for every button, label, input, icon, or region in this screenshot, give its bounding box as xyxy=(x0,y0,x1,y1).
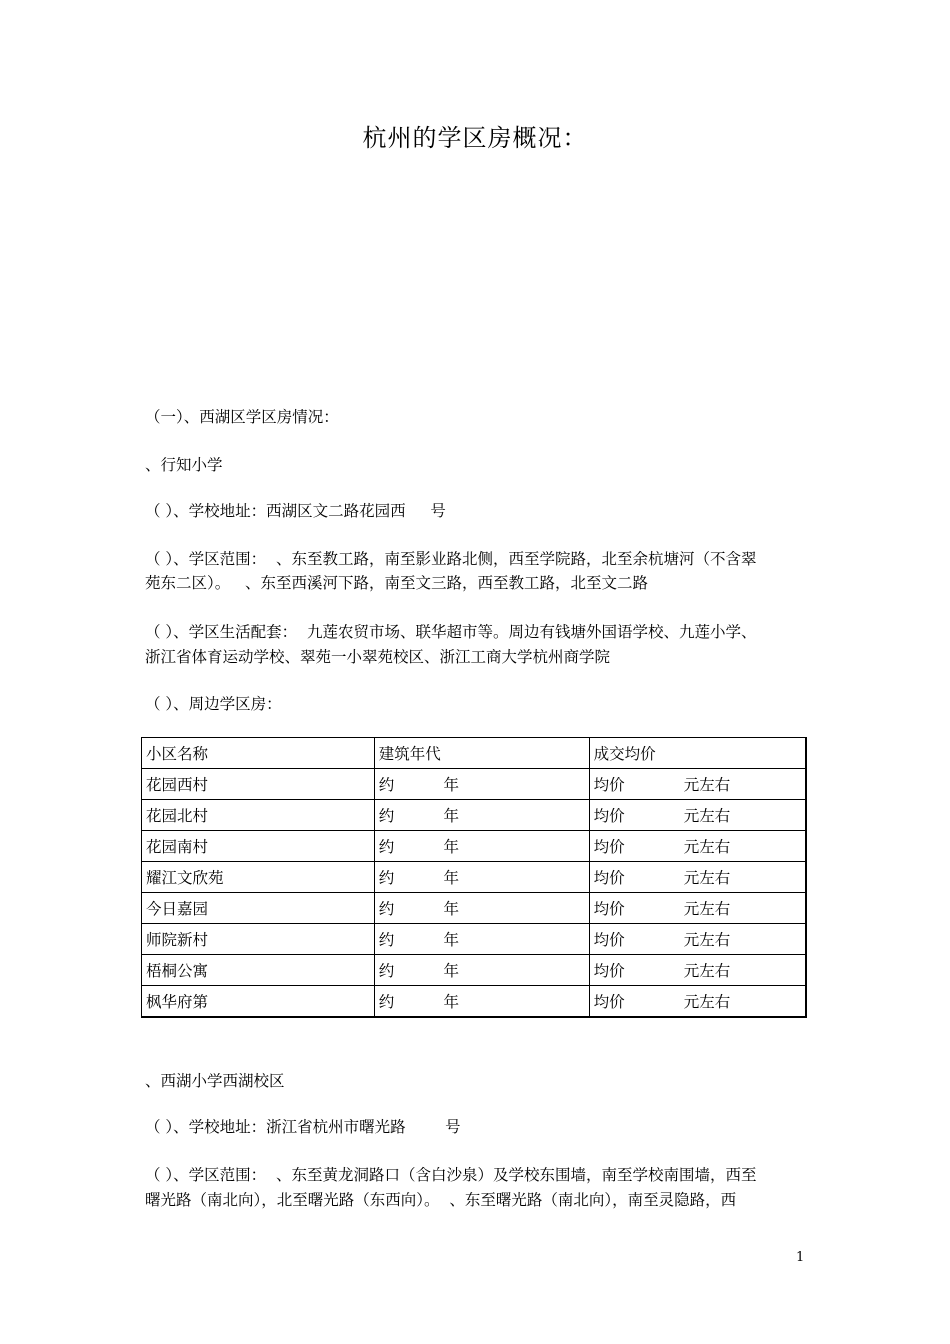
community-name-cell: 枫华府第 xyxy=(142,986,375,1018)
table-header-row xyxy=(142,738,807,769)
community-name-cell: 花园南村 xyxy=(142,831,375,862)
housing-table xyxy=(141,737,807,1018)
community-name-cell: 花园北村 xyxy=(142,800,375,831)
avg-price-cell: 均价 元左右 xyxy=(589,924,806,955)
nearby-heading: （ ）、周边学区房： xyxy=(145,695,282,713)
build-year-cell: 约 年 xyxy=(374,924,589,955)
school-facilities-line: 浙江省体育运动学校、翠苑一小翠苑校区、浙江工商大学杭州商学院 xyxy=(145,648,611,666)
avg-price-cell: 均价 元左右 xyxy=(589,955,806,986)
avg-price-cell: 均价 元左右 xyxy=(589,986,806,1018)
table-row xyxy=(142,862,807,893)
school-range-line: （ ）、学区范围： 、东至教工路，南至影业路北侧，西至学院路，北至余杭塘河（不含翠 xyxy=(145,550,757,568)
community-name-cell: 梧桐公寓 xyxy=(142,955,375,986)
table-row xyxy=(142,831,807,862)
school-range-line: 曙光路（南北向），北至曙光路（东西向）。 、东至曙光路（南北向），南至灵隐路，西 xyxy=(145,1191,737,1209)
table-row xyxy=(142,924,807,955)
community-name-cell: 耀江文欣苑 xyxy=(142,862,375,893)
column-header: 建筑年代 xyxy=(374,738,589,769)
build-year-cell: 约 年 xyxy=(374,862,589,893)
school-name: 、西湖小学西湖校区 xyxy=(145,1072,285,1090)
table-row xyxy=(142,986,807,1018)
school-facilities-line: （ ）、学区生活配套： 九莲农贸市场、联华超市等。周边有钱塘外国语学校、九莲小学、 xyxy=(145,623,757,641)
build-year-cell: 约 年 xyxy=(374,831,589,862)
avg-price-cell: 均价 元左右 xyxy=(589,862,806,893)
community-name-cell: 花园西村 xyxy=(142,769,375,800)
table-row xyxy=(142,955,807,986)
build-year-cell: 约 年 xyxy=(374,800,589,831)
avg-price-cell: 均价 元左右 xyxy=(589,831,806,862)
community-name-cell: 师院新村 xyxy=(142,924,375,955)
school-address: （ ）、学校地址：浙江省杭州市曙光路 号 xyxy=(145,1118,461,1136)
table-row xyxy=(142,800,807,831)
section-heading: （一）、西湖区学区房情况： xyxy=(145,408,339,426)
build-year-cell: 约 年 xyxy=(374,893,589,924)
column-header: 成交均价 xyxy=(589,738,806,769)
avg-price-cell: 均价 元左右 xyxy=(589,769,806,800)
table-row xyxy=(142,769,807,800)
build-year-cell: 约 年 xyxy=(374,986,589,1018)
avg-price-cell: 均价 元左右 xyxy=(589,800,806,831)
school-address: （ ）、学校地址：西湖区文二路花园西 号 xyxy=(145,502,446,520)
community-name-cell: 今日嘉园 xyxy=(142,893,375,924)
column-header: 小区名称 xyxy=(142,738,375,769)
table-row xyxy=(142,893,807,924)
school-range-line: （ ）、学区范围： 、东至黄龙洞路口（含白沙泉）及学校东围墙，南至学校南围墙，西至 xyxy=(145,1166,757,1184)
avg-price-cell: 均价 元左右 xyxy=(589,893,806,924)
school-name: 、行知小学 xyxy=(145,456,223,474)
build-year-cell: 约 年 xyxy=(374,955,589,986)
build-year-cell: 约 年 xyxy=(374,769,589,800)
school-range-line: 苑东二区）。 、东至西溪河下路，南至文三路，西至教工路，北至文二路 xyxy=(145,574,649,592)
page-title: 杭州的学区房概况： xyxy=(362,124,588,152)
page-number: 1 xyxy=(796,1250,805,1265)
